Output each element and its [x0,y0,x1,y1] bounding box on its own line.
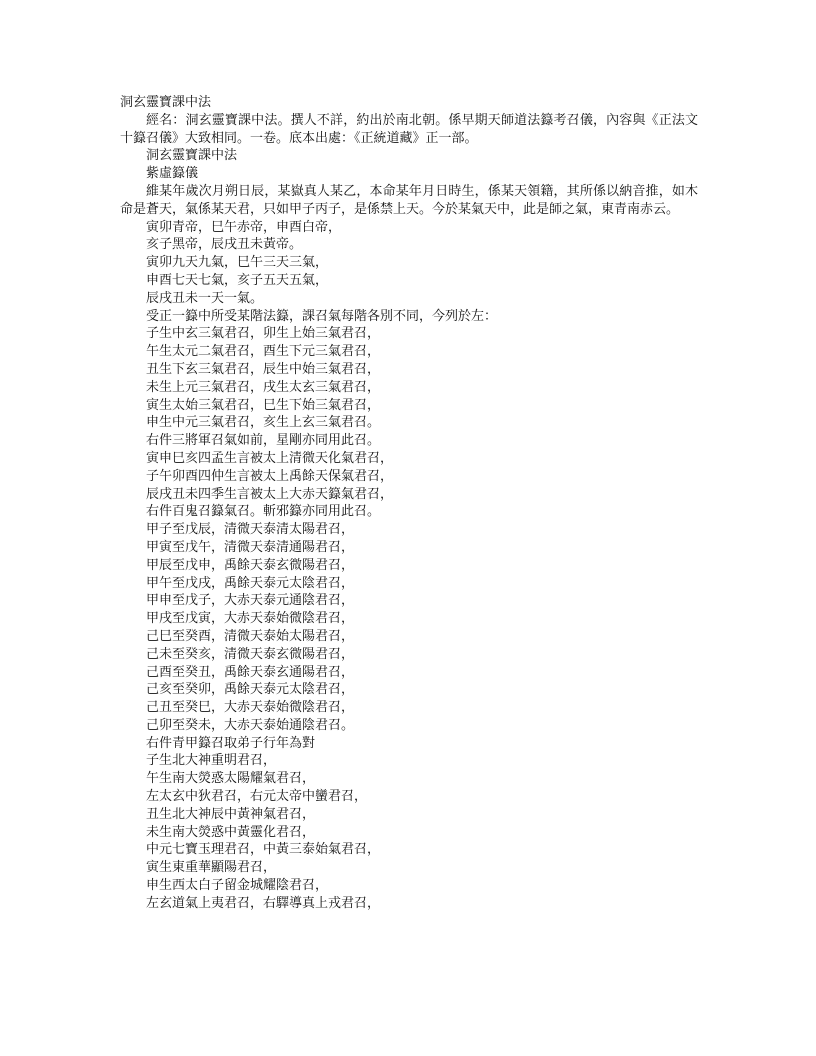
opening-paragraph: 維某年歲次月朔日辰，某嶽真人某乙，本命某年月日時生，係某天領籍，其所係以納音推，如木命是蒼天，氣係某天君，只如甲子丙子，是係禁上天。今於某氣天中，此是師之氣，東青南赤云。 [120,183,698,217]
text-line: 右件青甲籙召取弟子行年為對 [146,735,316,751]
document-page [120,94,698,913]
text-line: 辰戌丑未四季生言被太上大赤天籙氣君召， [146,486,394,502]
text-line: 寅生東重華顯陽君召， [146,860,277,876]
text-line: 己未至癸亥，清微天泰玄微陽君召， [146,646,355,662]
text-line: 亥子黑帝，辰戌丑未黃帝。 [146,237,303,253]
text-line: 受正一籙中所受某階法籙，課召氣每階各別不同，今列於左： [146,308,498,324]
text-line: 己丑至癸巳，大赤天泰始微陰君召， [146,700,355,716]
text-line: 己巳至癸酉，清微天泰始太陽君召， [146,628,355,644]
text-line: 丑生下玄三氣君召，辰生中始三氣君召， [146,361,381,377]
text-line: 子午卯酉四仲生言被太上禹餘天保氣君召， [146,468,394,484]
text-line: 左玄道氣上夷君召，右驛導真上戎君召， [146,895,381,911]
text-line: 寅生太始三氣君召，巳生下始三氣君召， [146,397,381,413]
text-line: 右件三將軍召氣如前，星剛亦同用此召。 [146,433,381,449]
text-line: 辰戌丑未一天一氣。 [146,290,264,306]
subtitle: 洞玄靈寶課中法 [146,148,238,164]
text-line: 甲辰至戊申，禹餘天泰玄微陽君召， [146,557,355,573]
text-line: 子生中玄三氣君召，卯生上始三氣君召， [146,326,381,342]
text-line: 甲寅至戊午，清微天泰清通陽君召， [146,539,355,555]
text-line: 丑生北大神辰中黃神氣君召， [146,806,316,822]
document-title: 洞玄靈寶課中法 [120,95,212,110]
text-line: 甲申至戊子，大赤天泰元通陰君召， [146,593,355,609]
intro-paragraph: 經名：洞玄靈寶課中法。撰人不詳，約出於南北朝。係早期天師道法籙考召儀，內容與《正法文十籙召儀》大致相同。一卷。底本出處：《正統道藏》正一部。 [120,112,698,146]
text-line: 寅卯九天九氣，巳午三天三氣， [146,255,329,271]
text-line: 己卯至癸未，大赤天泰始通陰君召。 [146,717,355,733]
text-line: 左太玄中狄君召，右元太帝中蠻君召， [146,789,368,805]
text-line: 己酉至癸丑，禹餘天泰玄通陽君召， [146,664,355,680]
text-line: 申酉七天七氣，亥子五天五氣， [146,272,329,288]
text-line: 未生南大熒惑中黃靈化君召， [146,824,316,840]
text-line: 未生上元三氣君召，戌生太玄三氣君召， [146,379,381,395]
text-line: 子生北大神重明君召， [146,753,277,769]
text-line: 寅卯青帝，巳午赤帝，申酉白帝， [146,219,342,235]
text-line: 右件百鬼召籙氣召。斬邪籙亦同用此召。 [146,504,381,520]
text-line: 午生南大熒惑太陽耀氣君召， [146,771,316,787]
text-line: 甲戌至戊寅，大赤天泰始微陰君召， [146,611,355,627]
text-line: 甲午至戊戌，禹餘天泰元太陰君召， [146,575,355,591]
text-line: 甲子至戊辰，清微天泰清太陽君召， [146,522,355,538]
section-title: 紫虛籙儀 [146,166,199,182]
text-lines [120,219,698,913]
text-line: 寅申巳亥四孟生言被太上清微天化氣君召， [146,450,394,466]
text-line: 申生中元三氣君召，亥生上玄三氣君召。 [146,415,381,431]
text-line: 申生西太白子留金城耀陰君召， [146,878,329,894]
text-line: 午生太元二氣君召，酉生下元三氣君召， [146,344,381,360]
text-line: 己亥至癸卯，禹餘天泰元太陰君召， [146,682,355,698]
text-line: 中元七寶玉理君召，中黃三泰始氣君召， [146,842,381,858]
